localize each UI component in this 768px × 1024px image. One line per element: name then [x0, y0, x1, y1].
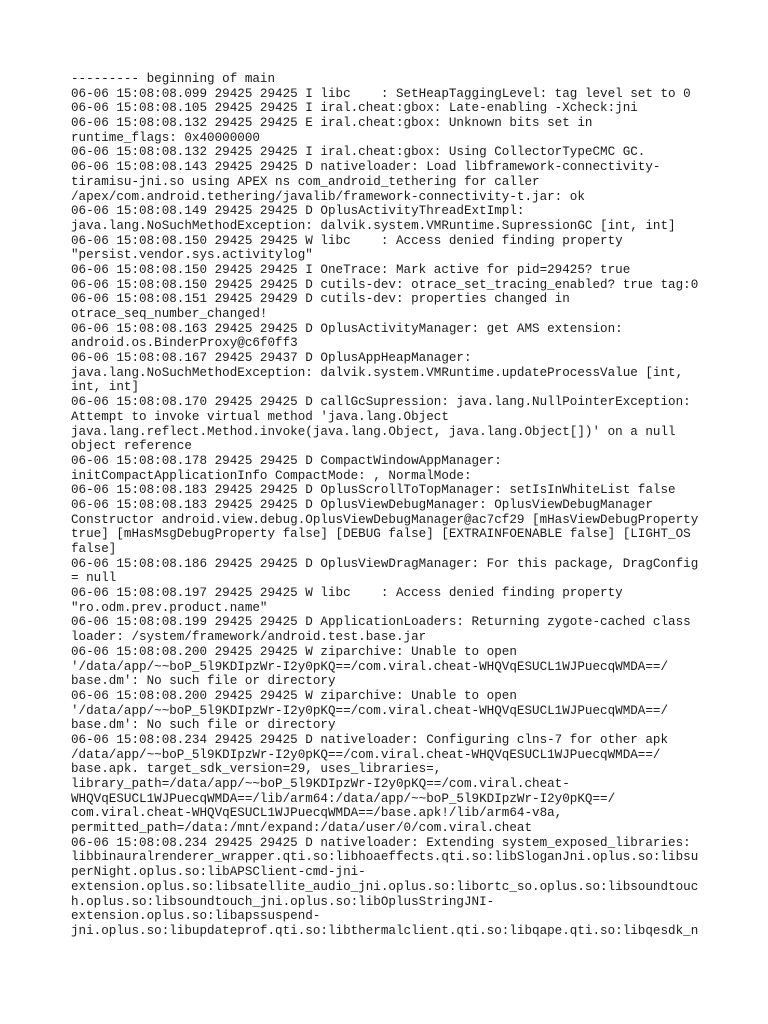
- log-line: WHQVqESUCL1WJPuecqWMDA==/lib/arm64:/data/app/~~boP_5l9KDIpzWr-I2y0pKQ==/: [71, 791, 616, 806]
- log-line: 06-06 15:08:08.183 29425 29425 D OplusScrollToTopManager: setIsInWhiteList false: [71, 483, 676, 498]
- log-line: 06-06 15:08:08.178 29425 29425 D CompactWindowAppManager:: [71, 453, 502, 468]
- log-line: 06-06 15:08:08.200 29425 29425 W ziparchive: Unable to open: [71, 688, 517, 703]
- log-line: --------- beginning of main: [71, 72, 276, 86]
- log-line: perNight.oplus.so:libAPSClient-cmd-jni-: [71, 865, 366, 880]
- log-line: com.viral.cheat-WHQVqESUCL1WJPuecqWMDA==/base.apk!/lib/arm64-v8a,: [71, 806, 563, 821]
- log-line: Attempt to invoke virtual method 'java.lang.Object: [71, 409, 449, 424]
- log-line: otrace_seq_number_changed!: [71, 307, 268, 321]
- log-line: false]: [71, 542, 117, 556]
- log-line: 06-06 15:08:08.199 29425 29425 D ApplicationLoaders: Returning zygote-cached class: [71, 615, 691, 630]
- log-line: loader: /system/framework/android.test.base.jar: [71, 630, 427, 645]
- logcat-text: [71, 72, 711, 939]
- log-line: object reference: [71, 439, 192, 454]
- log-line: 06-06 15:08:08.151 29425 29429 D cutils-dev: properties changed in: [71, 292, 570, 307]
- log-line: java.lang.NoSuchMethodException: dalvik.system.VMRuntime.SupressionGC [int, int]: [71, 218, 676, 233]
- log-line: permitted_path=/data:/mnt/expand:/data/user/0/com.viral.cheat: [71, 821, 533, 836]
- log-line: h.oplus.so:libsoundtouch_jni.oplus.so:libOplusStringJNI-: [71, 894, 495, 909]
- log-line: 06-06 15:08:08.167 29425 29437 D OplusAppHeapManager:: [71, 351, 472, 366]
- log-line: 06-06 15:08:08.099 29425 29425 I libc : SetHeapTaggingLevel: tag level set to 0: [71, 86, 691, 101]
- log-line: 06-06 15:08:08.143 29425 29425 D nativeloader: Load libframework-connectivity-: [71, 160, 661, 175]
- log-line: java.lang.reflect.Method.invoke(java.lang.Object, java.lang.Object[])' on a null: [71, 424, 676, 439]
- log-line: 06-06 15:08:08.186 29425 29425 D OplusViewDragManager: For this package, DragConfig: [71, 556, 699, 571]
- log-line: int, int]: [71, 380, 140, 395]
- log-line: "ro.odm.prev.product.name": [71, 600, 268, 615]
- log-line: '/data/app/~~boP_5l9KDIpzWr-I2y0pKQ==/com.viral.cheat-WHQVqESUCL1WJPuecqWMDA==/: [71, 659, 669, 674]
- log-line: base.dm': No such file or directory: [71, 674, 336, 689]
- log-line: base.dm': No such file or directory: [71, 718, 336, 733]
- log-line: libbinauralrenderer_wrapper.qti.so:libhoaeffects.qti.so:libSloganJni.oplus.so:libsu: [71, 850, 699, 865]
- log-line: "persist.vendor.sys.activitylog": [71, 248, 313, 263]
- log-line: 06-06 15:08:08.200 29425 29425 W ziparchive: Unable to open: [71, 644, 517, 659]
- log-line: tiramisu-jni.so using APEX ns com_android_tethering for caller: [71, 174, 540, 189]
- log-line: 06-06 15:08:08.234 29425 29425 D nativeloader: Extending system_exposed_libraries:: [71, 835, 691, 850]
- log-line: library_path=/data/app/~~boP_5l9KDIpzWr-I2y0pKQ==/com.viral.cheat-: [71, 777, 570, 791]
- log-line: runtime_flags: 0x40000000: [71, 130, 260, 145]
- log-line: '/data/app/~~boP_5l9KDIpzWr-I2y0pKQ==/com.viral.cheat-WHQVqESUCL1WJPuecqWMDA==/: [71, 703, 669, 718]
- log-line: jni.oplus.so:libupdateprof.qti.so:libthermalclient.qti.so:libqape.qti.so:libqesdk_n: [71, 923, 699, 938]
- log-line: 06-06 15:08:08.132 29425 29425 E iral.cheat:gbox: Unknown bits set in: [71, 116, 593, 131]
- log-line: 06-06 15:08:08.170 29425 29425 D callGcSupression: java.lang.NullPointerException:: [71, 395, 691, 410]
- log-line: base.apk. target_sdk_version=29, uses_libraries=,: [71, 762, 442, 777]
- log-line: 06-06 15:08:08.163 29425 29425 D OplusActivityManager: get AMS extension:: [71, 321, 623, 336]
- log-line: 06-06 15:08:08.150 29425 29425 W libc : Access denied finding property: [71, 233, 623, 248]
- log-line: true] [mHasMsgDebugProperty false] [DEBUG false] [EXTRAINFOENABLE false] [LIGHT_OS: [71, 527, 691, 542]
- log-line: 06-06 15:08:08.149 29425 29425 D OplusActivityThreadExtImpl:: [71, 204, 525, 219]
- log-line: /apex/com.android.tethering/javalib/framework-connectivity-t.jar: ok: [71, 189, 585, 204]
- log-line: Constructor android.view.debug.OplusViewDebugManager@ac7cf29 [mHasViewDebugProperty: [71, 512, 699, 527]
- log-line: 06-06 15:08:08.183 29425 29425 D OplusViewDebugManager: OplusViewDebugManager: [71, 497, 653, 512]
- log-line: extension.oplus.so:libapssuspend-: [71, 909, 321, 924]
- log-line: extension.oplus.so:libsatellite_audio_jni.oplus.so:libortc_so.oplus.so:libsoundtouc: [71, 879, 699, 894]
- log-line: = null: [71, 571, 117, 586]
- log-line: /data/app/~~boP_5l9KDIpzWr-I2y0pKQ==/com.viral.cheat-WHQVqESUCL1WJPuecqWMDA==/: [71, 747, 661, 762]
- log-line: java.lang.NoSuchMethodException: dalvik.system.VMRuntime.updateProcessValue [int,: [71, 365, 684, 380]
- log-line: 06-06 15:08:08.234 29425 29425 D nativeloader: Configuring clns-7 for other apk: [71, 732, 669, 747]
- log-line: 06-06 15:08:08.150 29425 29425 I OneTrace: Mark active for pid=29425? true: [71, 262, 631, 277]
- log-line: android.os.BinderProxy@c6f0ff3: [71, 336, 298, 351]
- log-line: 06-06 15:08:08.150 29425 29425 D cutils-dev: otrace_set_tracing_enabled? true tag:0: [71, 277, 699, 292]
- log-line: 06-06 15:08:08.132 29425 29425 I iral.cheat:gbox: Using CollectorTypeCMC GC.: [71, 145, 646, 160]
- log-line: initCompactApplicationInfo CompactMode: , NormalMode:: [71, 468, 472, 483]
- log-line: 06-06 15:08:08.197 29425 29425 W libc : Access denied finding property: [71, 586, 623, 601]
- log-line: 06-06 15:08:08.105 29425 29425 I iral.cheat:gbox: Late-enabling -Xcheck:jni: [71, 101, 638, 116]
